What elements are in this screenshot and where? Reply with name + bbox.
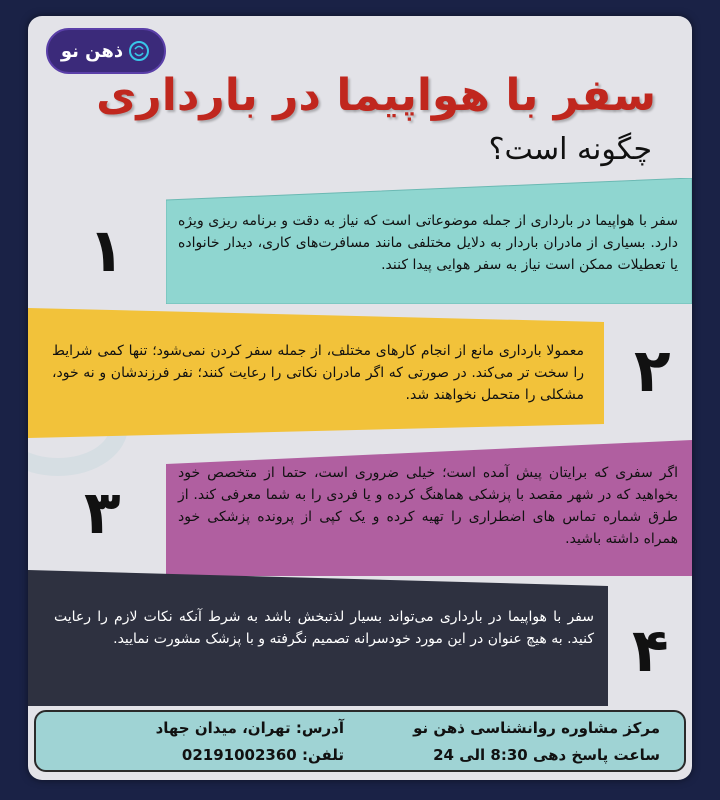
address-text: آدرس: تهران، میدان جهاد [155,719,344,737]
phone-text[interactable]: تلفن: 02191002360 [181,746,344,764]
center-name: مرکز مشاوره روانشناسی ذهن نو [413,719,660,737]
section-1-number: ۱ [88,216,125,286]
brand-logo[interactable] [46,28,166,74]
section-3-number: ۳ [84,478,121,548]
contact-footer [34,710,686,772]
page-subtitle: چگونه است؟ [488,132,652,167]
brain-icon [127,39,151,63]
logo-text: ذهن نو [60,40,124,62]
poster-card [28,16,692,780]
working-hours: ساعت پاسخ دهی 8:30 الی 24 [433,746,660,764]
section-3-text: اگر سفری که برایتان پیش آمده است؛ خیلی ضروری است، حتما از متخصص خود بخواهید که در شهر مقصد با پزشکی هماهنگ کرده و یا فردی را به شما معرفی کند. از طرق شماره تماس های اضطراری را تهیه کرده و یک کپی از پرونده پزشکی خود همراه داشته باشید. [178,465,678,547]
section-4-text: سفر با هواپیما در بارداری می‌تواند بسیار لذتبخش باشد به شرط آنکه نکات لازم را رعایت کنید. به هیچ عنوان در این مورد خودسرانه تصمیم نگرفته و با پزشک مشورت نمایید. [54,609,594,647]
section-2-text: معمولا بارداری مانع از انجام کارهای مختلف، از جمله سفر کردن نمی‌شود؛ تنها کمی شرایط را سخت تر می‌کند. در صورتی که اگر مادران نکاتی را رعایت کنند؛ نفر فرزندشان و نه خود، مشکلی را متحمل نخواهند شد. [52,343,584,403]
page-title: سفر با هواپیما در بارداری [96,70,656,121]
section-2-number: ۲ [634,336,671,406]
section-1-text: سفر با هواپیما در بارداری از جمله موضوعاتی است که نیاز به دقت و برنامه ریزی ویژه دارد. بسیاری از مادران باردار به دلایل مختلفی مانند مسافرت‌های کاری، دیدار خانواده یا تعطیلات ممکن است نیاز به سفر هوایی پیدا کنند. [178,213,678,273]
section-4-number: ۴ [632,616,669,686]
